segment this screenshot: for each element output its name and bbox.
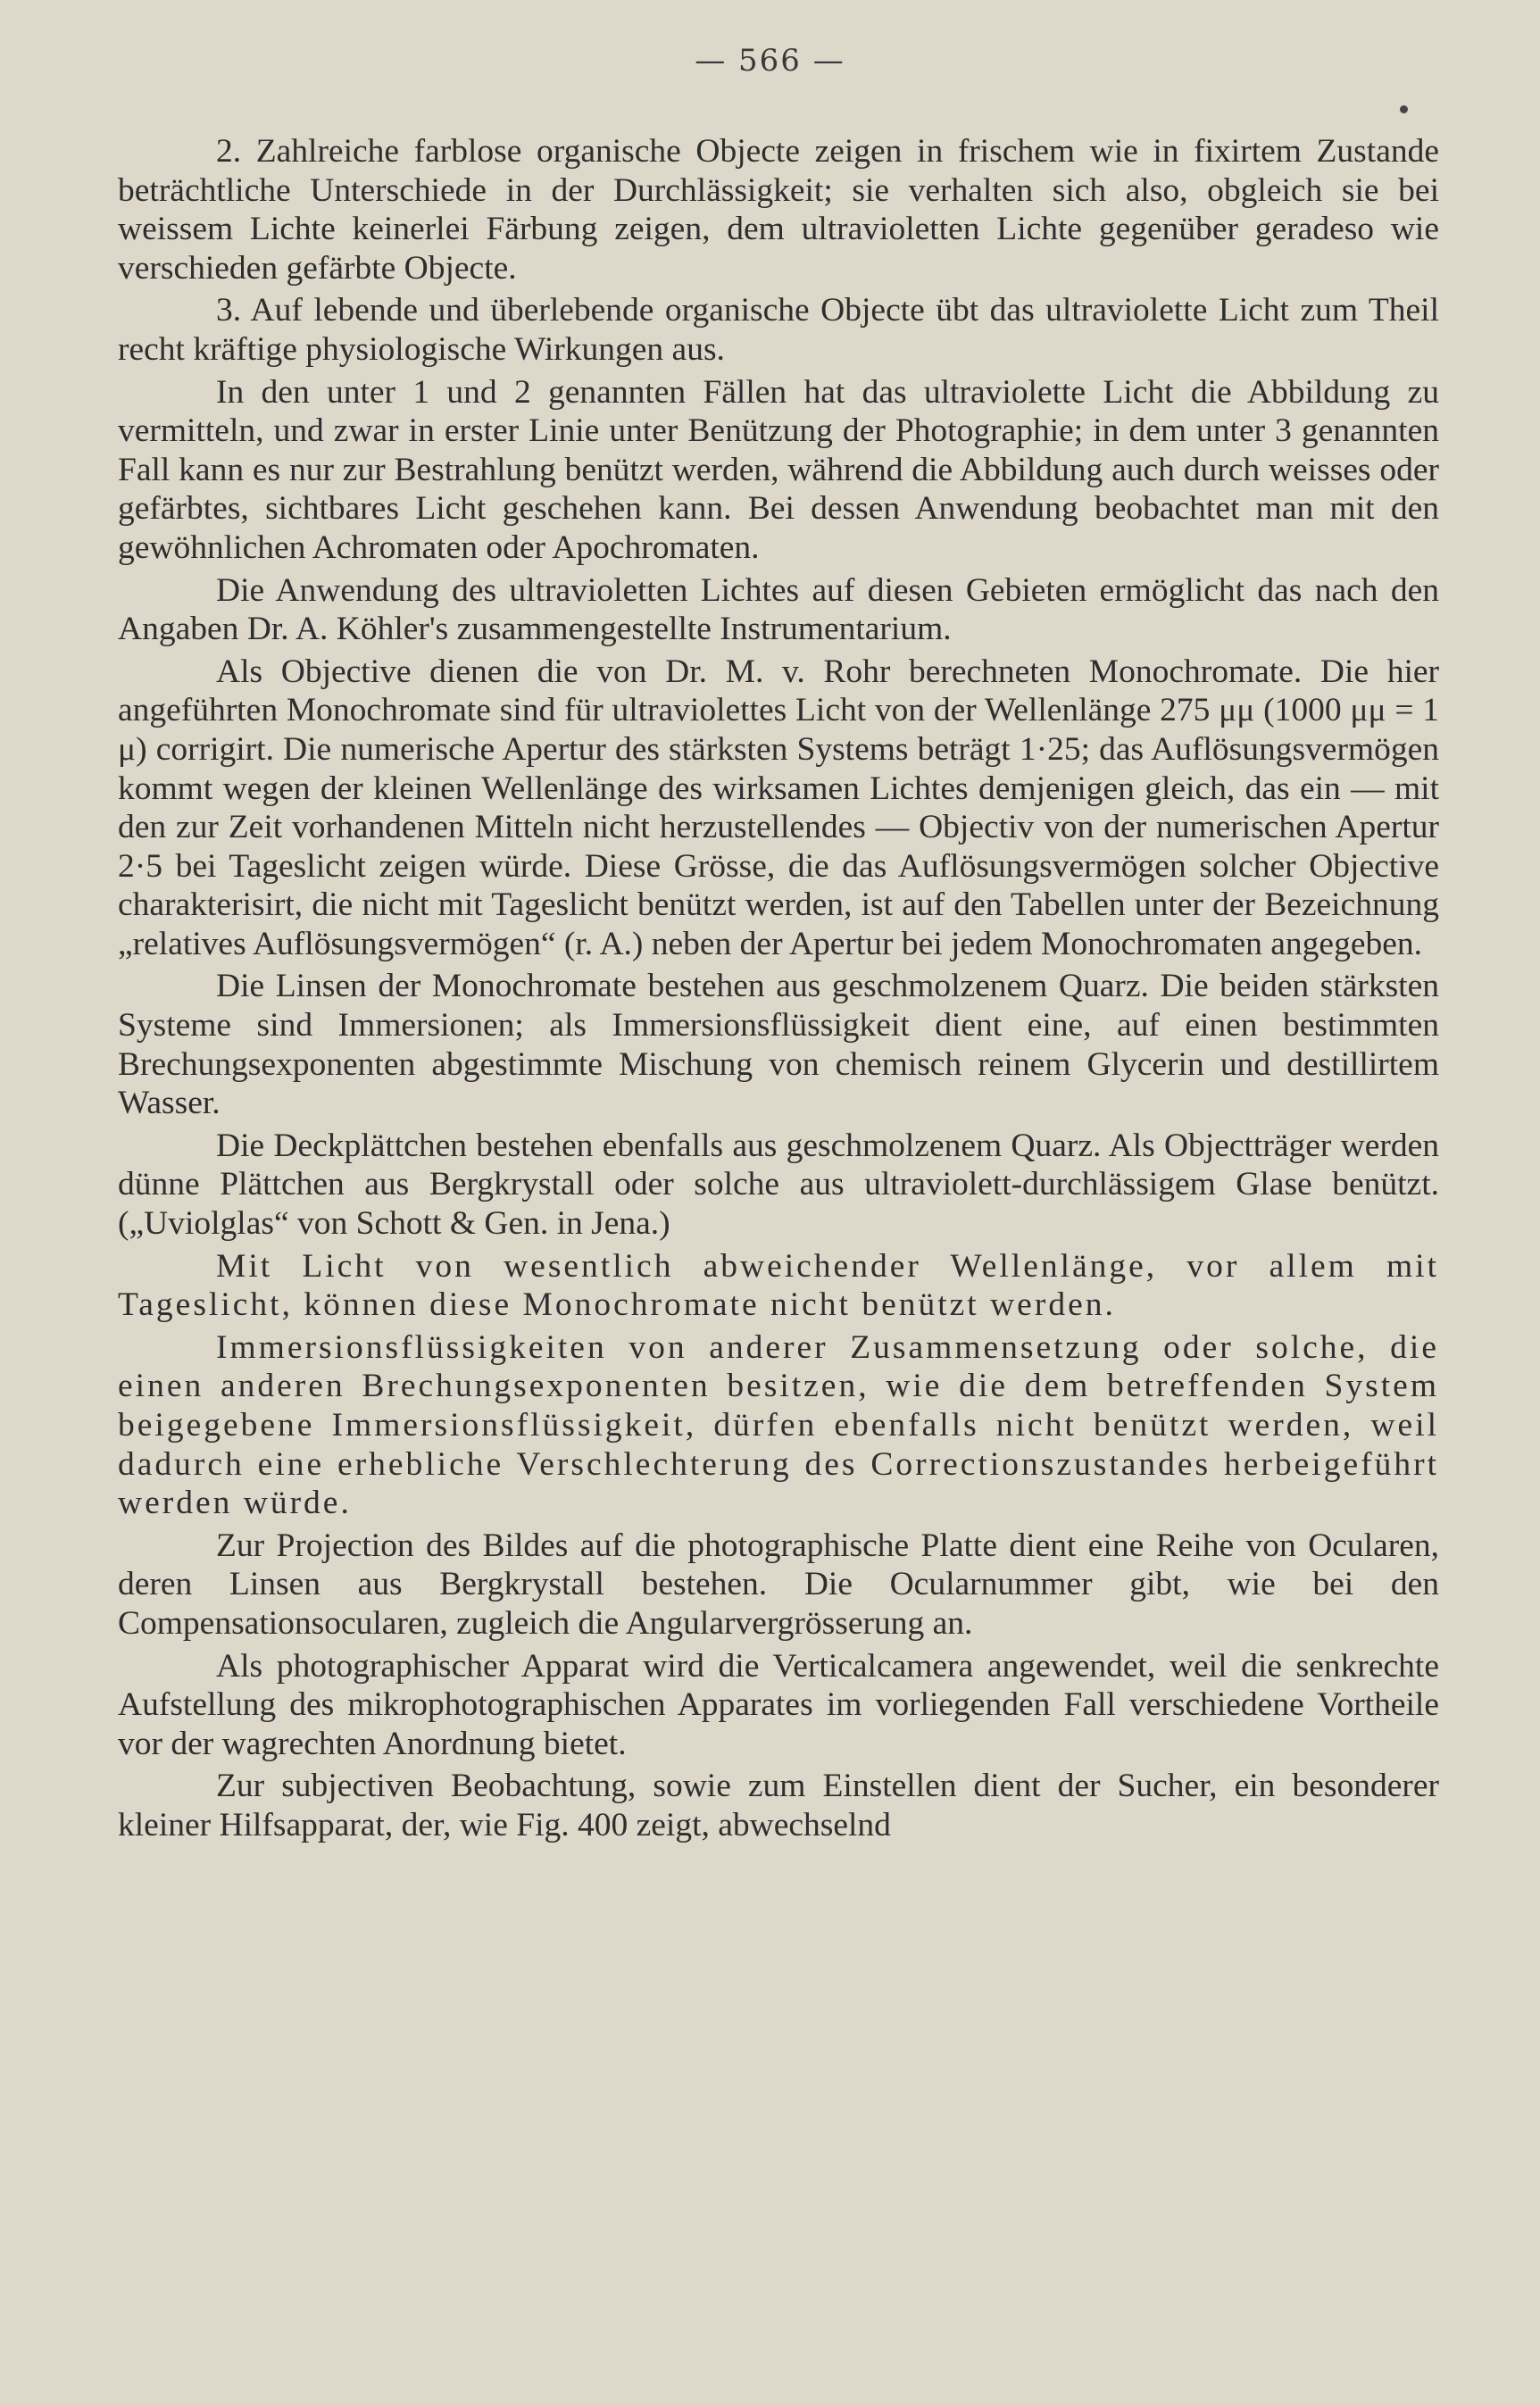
paragraph-8: Mit Licht von wesentlich abweichender Wellenlänge, vor allem mit Tageslicht, können diese Monochromate nicht benützt werden. xyxy=(118,1247,1439,1324)
paragraph-7: Die Deckplättchen bestehen ebenfalls aus geschmolzenem Quarz. Als Objectträger werden dünne Plättchen aus Bergkrystall oder solche aus ultraviolett-durchlässigem Glase benützt. („Uviolglas“ von Schott & Gen. in Jena.) xyxy=(118,1127,1439,1243)
paragraph-1: 2. Zahlreiche farblose organische Objecte zeigen in frischem wie in fixirtem Zustande beträchtliche Unterschiede in der Durchlässigkeit; sie verhalten sich also, obgleich sie bei weissem Lichte keinerlei Färbung zeigen, dem ultravioletten Lichte gegenüber geradeso wie verschieden gefärbte Objecte. xyxy=(118,133,1439,287)
paragraph-4: Die Anwendung des ultravioletten Lichtes auf diesen Gebieten ermöglicht das nach den Angaben Dr. A. Köhler's zusammengestellte Instrumentarium. xyxy=(118,571,1439,648)
paragraph-11: Als photographischer Apparat wird die Verticalcamera angewendet, weil die senkrechte Aufstellung des mikrophotographischen Apparates im vorliegenden Fall verschiedene Vortheile vor der wagrechten Anordnung bietet. xyxy=(118,1647,1439,1762)
paragraph-10: Zur Projection des Bildes auf die photographische Platte dient eine Reihe von Ocularen, deren Linsen aus Bergkrystall bestehen. Die Ocularnummer gibt, wie bei den Compensationsocularen, zugleich die Angularvergrösserung an. xyxy=(118,1527,1439,1642)
paragraph-6: Die Linsen der Monochromate bestehen aus geschmolzenem Quarz. Die beiden stärksten Systeme sind Immersionen; als Immersionsflüssigkeit dient eine, auf einen bestimmten Brechungsexponenten abgestimmte Mischung von chemisch reinem Glycerin und destillirtem Wasser. xyxy=(118,968,1439,1122)
paragraph-12: Zur subjectiven Beobachtung, sowie zum Einstellen dient der Sucher, ein besonderer kleiner Hilfsapparat, der, wie Fig. 400 zeigt, abwechselnd xyxy=(118,1768,1439,1843)
page-number: — 566 — xyxy=(695,43,845,79)
body-text xyxy=(118,132,1439,1849)
ink-dot xyxy=(1400,105,1408,113)
paragraph-9: Immersionsflüssigkeiten von anderer Zusammensetzung oder solche, die einen anderen Brechungsexponenten besitzen, wie die dem betreffenden System beigegebene Immersionsflüssigkeit, dürfen ebenfalls nicht benützt werden, weil dadurch eine erhebliche Verschlechterung des Correctionszustandes herbeigeführt werden würde. xyxy=(118,1328,1439,1522)
paragraph-2: 3. Auf lebende und überlebende organische Objecte übt das ultraviolette Licht zum Theil recht kräftige physiologische Wirkungen aus. xyxy=(118,292,1439,368)
paragraph-3: In den unter 1 und 2 genannten Fällen hat das ultraviolette Licht die Abbildung zu vermitteln, und zwar in erster Linie unter Benützung der Photographie; in dem unter 3 genannten Fall kann es nur zur Bestrahlung benützt werden, während die Abbildung auch durch weisses oder gefärbtes, sichtbares Licht geschehen kann. Bei dessen Anwendung beobachtet man mit den gewöhnlichen Achromaten oder Apochromaten. xyxy=(118,373,1439,566)
paragraph-5: Als Objective dienen die von Dr. M. v. Rohr berechneten Monochromate. Die hier angeführten Monochromate sind für ultraviolettes Licht von der Wellenlänge 275 μμ (1000 μμ = 1 μ) corrigirt. Die numerische Apertur des stärksten Systems beträgt 1·25; das Auflösungsvermögen kommt wegen der kleinen Wellenlänge des wirksamen Lichtes demjenigen gleich, das ein — mit den zur Zeit vorhandenen Mitteln nicht herzustellendes — Objectiv von der numerischen Apertur 2·5 bei Tageslicht zeigen würde. Diese Grösse, die das Auflösungsvermögen solcher Objective charakterisirt, die nicht mit Tageslicht benützt werden, ist auf den Tabellen unter der Bezeichnung „relatives Auflösungsvermögen“ (r. A.) neben der Apertur bei jedem Monochromaten angegeben. xyxy=(118,653,1439,962)
